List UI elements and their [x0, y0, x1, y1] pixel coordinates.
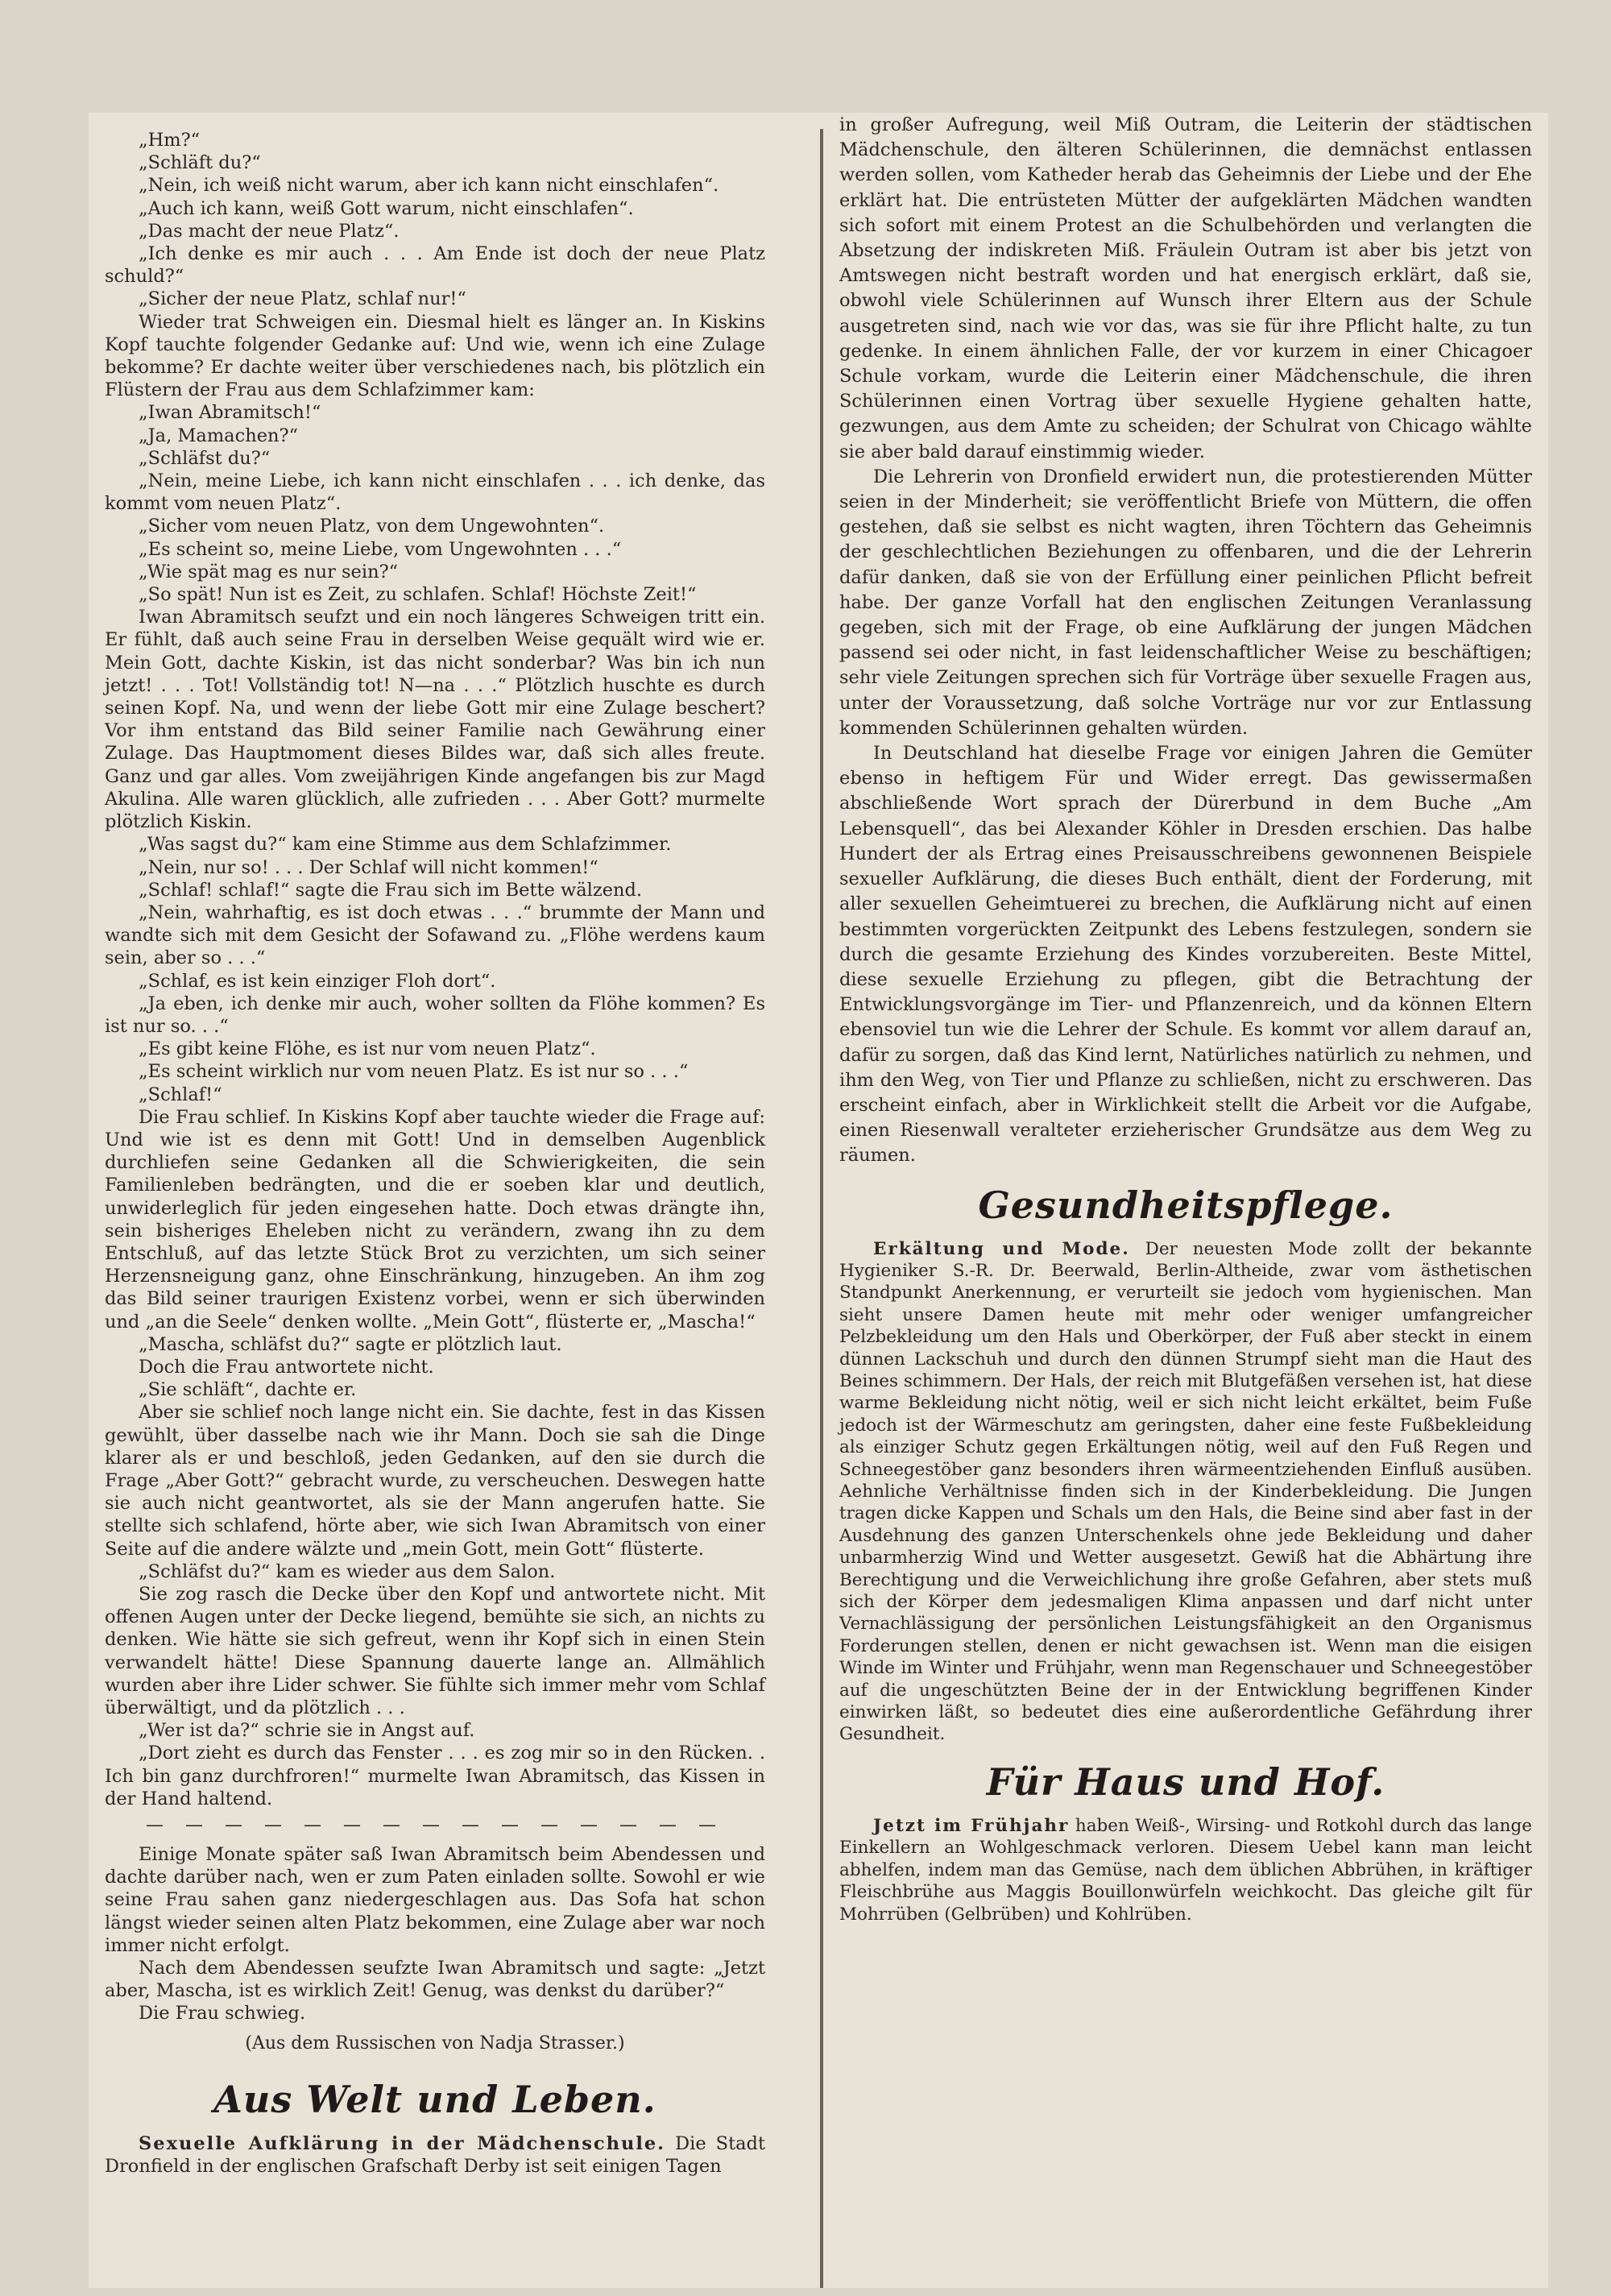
- story-paragraph: „Auch ich kann, weiß Gott warum, nicht einschlafen“.: [139, 197, 634, 219]
- story-paragraph: „Was sagst du?“ kam eine Stimme aus dem Schlafzimmer.: [139, 834, 672, 856]
- epilogue-paragraph: Einige Monate später saß Iwan Abramitsch beim Abendessen und dachte darüber nach, wen er zum Paten einladen sollte. Sowohl er wie seine Frau sahen ganz niedergeschlagen aus. Das Sofa hat schon längst wieder seinen alten Platz bekommen, eine Zulage aber war noch immer nicht erfolgt.: [105, 1844, 765, 1956]
- column-divider: [820, 129, 823, 2288]
- epilogue-paragraph: Nach dem Abendessen seufzte Iwan Abramitsch und sagte: „Jetzt aber, Mascha, ist es wirklich Zeit! Genug, was denkst du darüber?“: [105, 1958, 765, 2002]
- story-paragraph: „Nein, wahrhaftig, es ist doch etwas . . .“ brummte der Mann und wandte sich mit dem Gesicht der Sofawand zu. „Flöhe werdens kaum sein, aber so . . .“: [105, 901, 765, 969]
- story-paragraph: „Schlaf! schlaf!“ sagte die Frau sich im Bette wälzend.: [139, 879, 643, 901]
- story-paragraph: „Schlaf!“: [139, 1084, 222, 1105]
- story-paragraph: Wieder trat Schweigen ein. Diesmal hielt es länger an. In Kiskins Kopf tauchte folgender Gedanke auf: Und wie, wenn ich eine Zulage bekomme? Er dachte weiter über verschiedenes nach, bis plötzlich ein Flüstern der Frau aus dem Schlafzimmer kam:: [105, 311, 765, 401]
- story-paragraph: Iwan Abramitsch seufzt und ein noch längeres Schweigen tritt ein. Er fühlt, daß auch seine Frau in derselben Weise gequält wird wie er. Mein Gott, dachte Kiskin, ist das nicht sonderbar? Was bin ich nun jetzt! . . . Tot! Vollständig tot! N—na . . .“ Plötzlich huschte es durch seinen Kopf. Na, und wenn der liebe Gott mir eine Zulage beschert? Vor ihm entstand das Bild seiner Familie nach Gewährung einer Zulage. Das Hauptmoment dieses Bildes war, daß sich alles freute. Ganz und gar alles. Vom zweijährigen Kinde angefangen bis zur Magd Akulina. Alle waren glücklich, alle zufrieden . . . Aber Gott? murmelte plötzlich Kiskin.: [105, 607, 765, 833]
- story-paragraph: „Wie spät mag es nur sein?“: [139, 561, 399, 582]
- article-paragraph: In Deutschland hat dieselbe Frage vor einigen Jahren die Gemüter ebenso in heftigem Für und Wider erregt. Das gewissermaßen abschließende Wort sprach der Dürerbund in dem Buche „Am Lebensquell“, das bei Alexander Köhler in Dresden erschien. Das halbe Hundert der als Ertrag eines Preisausschreibens gewonnenen Beispiele sexueller Aufklärung, die dieses Buch enthält, dient der Forderung, mit aller sexuellen Geheimtuerei zu brechen, die Aufklärung nicht auf einen bestimmten vorgerückten Zeitpunkt des Lebens festzulegen, sondern sie durch die gesamte Erziehung des Kindes vorzubereiten. Beste Mittel, diese sexuelle Erziehung zu pflegen, gibt die Betrachtung der Entwicklungsvorgänge im Tier- und Pflanzenreich, und da können Eltern ebensoviel tun wie die Lehrer der Schule. Es kommt vor allem darauf an, dafür zu sorgen, daß das Kind lernt, Natürliches natürlich zu nehmen, und ihm den Weg, von Tier und Pflanze zu schließen, nicht zu erschweren. Das erscheint einfach, aber in Wirklichkeit stellt die Arbeit vor die Aufgabe, einen Riesenwall veralteter erzieherischer Grundsätze aus dem Weg zu räumen.: [839, 743, 1532, 1167]
- health-paragraph: [839, 1238, 1532, 1746]
- story-paragraph: „Sicher vom neuen Platz, von dem Ungewohnten“.: [139, 516, 605, 537]
- section-heading-gesundheitspflege: Gesundheitspflege.: [978, 1183, 1394, 1227]
- story-paragraph: „Es scheint so, meine Liebe, vom Ungewohnten . . .“: [139, 538, 622, 560]
- story-body: [105, 129, 765, 1810]
- story-paragraph: „Nein, nur so! . . . Der Schlaf will nicht kommen!“: [139, 856, 598, 878]
- epilogue-paragraph: Die Frau schwieg.: [139, 2003, 306, 2025]
- right-column: [839, 113, 1532, 1925]
- story-paragraph: „Hm?“: [139, 130, 201, 151]
- story-paragraph: Die Frau schlief. In Kiskins Kopf aber tauchte wieder die Frage auf: Und wie ist es denn mit Gott! Und in demselben Augenblick durchliefen seine Gedanken all die Schwierigkeiten, die sein Familienleben bedrängten, und die er soeben klar und deutlich, unwiderleglich für jeden eingesehen hatte. Doch etwas drängte ihn, sein bisheriges Eheleben nicht zu verändern, zwang ihn zu dem Entschluß, auf das letzte Stück Brot zu verzichten, um sich seiner Herzensneigung ganz, ohne Einschränkung, hinzugeben. An ihm zog das Bild seiner traurigen Existenz vorbei, wenn er sich überwinden und „an die Seele“ denken wollte. „Mein Gott“, flüsterte er, „Mascha!“: [105, 1106, 765, 1332]
- health-runin-title: Erkältung und Mode.: [873, 1238, 1130, 1259]
- story-paragraph: „Dort zieht es durch das Fenster . . . es zog mir so in den Rücken. . Ich bin ganz durchfroren!“ murmelte Iwan Abramitsch, das Kissen in der Hand haltend.: [105, 1743, 765, 1809]
- newspaper-page: [89, 113, 1548, 2288]
- article-paragraph: in großer Aufregung, weil Miß Outram, die Leiterin der städtischen Mädchenschule, den älteren Schülerinnen, die demnächst entlassen werden sollen, vom Katheder herab das Geheimnis der Liebe und der Ehe erklärt hat. Die entrüsteten Mütter der aufgeklärten Mädchen wandten sich sofort mit einem Protest an die Schulbehörden und verlangten die Absetzung der indiskreten Miß. Fräulein Outram ist aber bis jetzt von Amtswegen nicht bestraft worden und hat energisch erklärt, daß sie, obwohl viele Schülerinnen auf Wunsch ihrer Eltern aus der Schule ausgetreten sind, nach wie vor das, was sie für ihre Pflicht halte, zu tun gedenke. In einem ähnlichen Falle, der vor kurzem in einer Chicagoer Schule vorkam, wurde die Leiterin einer Mädchenschule, die ihren Schülerinnen einen Vortrag über sexuelle Hygiene gehalten hatte, gezwungen, aus dem Amte zu scheiden; der Schulrat von Chicago wählte sie aber bald darauf einstimmig wieder.: [839, 114, 1532, 462]
- home-runin-title: Jetzt im Frühjahr: [873, 1815, 1070, 1836]
- story-paragraph: „Iwan Abramitsch!“: [139, 402, 321, 424]
- article-intro: [105, 2132, 765, 2178]
- article-intro-text: Die Stadt Dronfield in der englischen Grafschaft Derby ist seit einigen Tagen: [105, 2132, 765, 2177]
- story-paragraph: „Mascha, schläfst du?“ sagte er plötzlich laut.: [139, 1333, 562, 1355]
- story-paragraph: „Sicher der neue Platz, schlaf nur!“: [139, 288, 466, 310]
- story-paragraph: „Wer ist da?“ schrie sie in Angst auf.: [139, 1720, 475, 1742]
- home-article: [839, 1815, 1532, 1925]
- section-heading-welt-und-leben: Aus Welt und Leben.: [213, 2077, 656, 2121]
- section-separator: — — — — — — — — — — — — — — —: [146, 1815, 724, 1836]
- story-paragraph: „Schläfst du?“: [139, 447, 271, 469]
- story-paragraph: Doch die Frau antwortete nicht.: [139, 1356, 434, 1378]
- story-paragraph: „Schläfst du?“ kam es wieder aus dem Salon.: [139, 1560, 556, 1582]
- story-paragraph: „Schläft du?“: [139, 152, 261, 174]
- story-paragraph: „Ja, Mamachen?“: [139, 425, 299, 446]
- story-paragraph: „Es gibt keine Flöhe, es ist nur vom neuen Platz“.: [139, 1038, 596, 1060]
- translation-attribution: (Aus dem Russischen von Nadja Strasser.): [245, 2033, 625, 2054]
- article-paragraph: Die Lehrerin von Dronfield erwidert nun, die protestierenden Mütter seien in der Minderheit; sie veröffentlicht Briefe von Müttern, die offen gestehen, daß sie selbst es nicht wagten, ihren Töchtern das Geheimnis der geschlechtlichen Beziehungen zu offenbaren, und die der Lehrerin dafür danken, daß sie von der Erfüllung einer peinlichen Pflicht befreit habe. Der ganze Vorfall hat den englischen Zeitungen Veranlassung gegeben, sich mit der Frage, ob eine Aufklärung der jungen Mädchen passend sei oder nicht, in fast leidenschaftlicher Weise zu beschäftigen; sehr viele Zeitungen sprechen sich für Vorträge über sexuelle Fragen aus, unter der Voraussetzung, daß solche Vorträge nur vor zur Entlassung kommenden Schülerinnen gehalten würden.: [839, 466, 1532, 739]
- article-runin-title: Sexuelle Aufklärung in der Mädchenschule.: [139, 2132, 666, 2154]
- story-paragraph: „Ja eben, ich denke mir auch, woher sollten da Flöhe kommen? Es ist nur so. . .“: [105, 993, 765, 1037]
- health-article: [839, 1238, 1532, 1746]
- story-paragraph: „Schlaf, es ist kein einziger Floh dort“.: [139, 970, 496, 992]
- story-paragraph: „Sie schläft“, dachte er.: [139, 1379, 357, 1401]
- health-text: Der neuesten Mode zollt der bekannte Hygieniker S.-R. Dr. Beerwald, Berlin-Altheide, zwar vom ästhetischen Standpunkt Anerkennung, er verurteilt sie jedoch vom hygienischen. Man sieht unsere Damen heute mit mehr oder weniger umfangreicher Pelzbekleidung um den Hals und Oberkörper, der Fuß aber steckt in einem dünnen Lackschuh und durch den dünnen Strumpf sieht man die Haut des Beines schimmern. Der Hals, der reich mit Blutgefäßen versehen ist, hat diese warme Bekleidung nicht nötig, weil er sich nicht leicht erkältet, beim Fuße jedoch ist der Wärmeschutz am geringsten, daher eine feste Fußbekleidung als einziger Schutz gegen Erkältungen nötig, weil auf den Fuß Regen und Schneegestöber ganz besonders ihren wärmeentziehenden Einfluß ausüben. Aehnliche Verhältnisse finden sich in der Kinderbekleidung. Die Jungen tragen dicke Kappen und Schals um den Hals, die Beine sind aber fast in der Ausdehnung des ganzen Unterschenkels ohne jede Bekleidung und daher unbarmherzig Wind und Wetter ausgesetzt. Gewiß hat die Abhärtung ihre Berechtigung und die Verweichlichung ihre große Gefahren, aber stets muß sich der Körper dem jedesmaligen Klima anpassen und darf nicht unter Vernachlässigung der persönlichen Leistungsfähigkeit an den Organismus Forderungen stellen, denen er nicht gewachsen ist. Wenn man die eisigen Winde im Winter und Frühjahr, wenn man Regenschauer und Schneegestöber auf die ungeschützten Beine der in der Entwicklung begriffenen Kinder einwirken läßt, so bedeutet dies eine außerordentliche Gefährdung ihrer Gesundheit.: [839, 1238, 1532, 1745]
- story-paragraph: „Ich denke es mir auch . . . Am Ende ist doch der neue Platz schuld?“: [105, 243, 765, 288]
- left-column: [105, 129, 765, 2178]
- home-paragraph: [839, 1815, 1532, 1925]
- story-paragraph: „Nein, meine Liebe, ich kann nicht einschlafen . . . ich denke, das kommt vom neuen Platz“.: [105, 470, 765, 515]
- section-heading-haus-und-hof: Für Haus und Hof.: [986, 1759, 1385, 1804]
- epilogue: [105, 1843, 765, 2025]
- story-paragraph: „Es scheint wirklich nur vom neuen Platz. Es ist nur so . . .“: [139, 1061, 689, 1083]
- story-paragraph: Sie zog rasch die Decke über den Kopf und antwortete nicht. Mit offenen Augen unter der Decke liegend, bemühte sie sich, an nichts zu denken. Wie hätte sie sich gefreut, wenn ihr Kopf sich in einen Stein verwandelt hätte! Diese Spannung dauerte lange an. Allmählich wurden aber ihre Lider schwer. Sie fühlte sich immer mehr vom Schlaf überwältigt, und da plötzlich . . .: [105, 1584, 765, 1719]
- story-paragraph: Aber sie schlief noch lange nicht ein. Sie dachte, fest in das Kissen gewühlt, über dasselbe nach wie ihr Mann. Doch sie sah die Dinge klarer als er und beschloß, jeden Gedanken, auf den sie durch die Frage „Aber Gott?“ gebracht wurde, zu verscheuchen. Deswegen hatte sie auch nicht geantwortet, als sie der Mann angerufen hatte. Sie stellte sich schlafend, hörte aber, wie sich Iwan Abramitsch von einer Seite auf die andere wälzte und „mein Gott, mein Gott“ flüsterte.: [105, 1402, 765, 1560]
- story-paragraph: „So spät! Nun ist es Zeit, zu schlafen. Schlaf! Höchste Zeit!“: [139, 584, 697, 606]
- story-paragraph: „Das macht der neue Platz“.: [139, 220, 400, 242]
- home-text: haben Weiß-, Wirsing- und Rotkohl durch das lange Einkellern an Wohlgeschmack verloren. Diesem Uebel kann man leicht abhelfen, indem man das Gemüse, nach dem üblichen Abbrühen, in kräftiger Fleischbrühe aus Maggis Bouillonwürfeln weichkocht. Das gleiche gilt für Mohrrüben (Gelbrüben) und Kohlrüben.: [839, 1815, 1532, 1925]
- story-paragraph: „Nein, ich weiß nicht warum, aber ich kann nicht einschlafen“.: [139, 175, 719, 197]
